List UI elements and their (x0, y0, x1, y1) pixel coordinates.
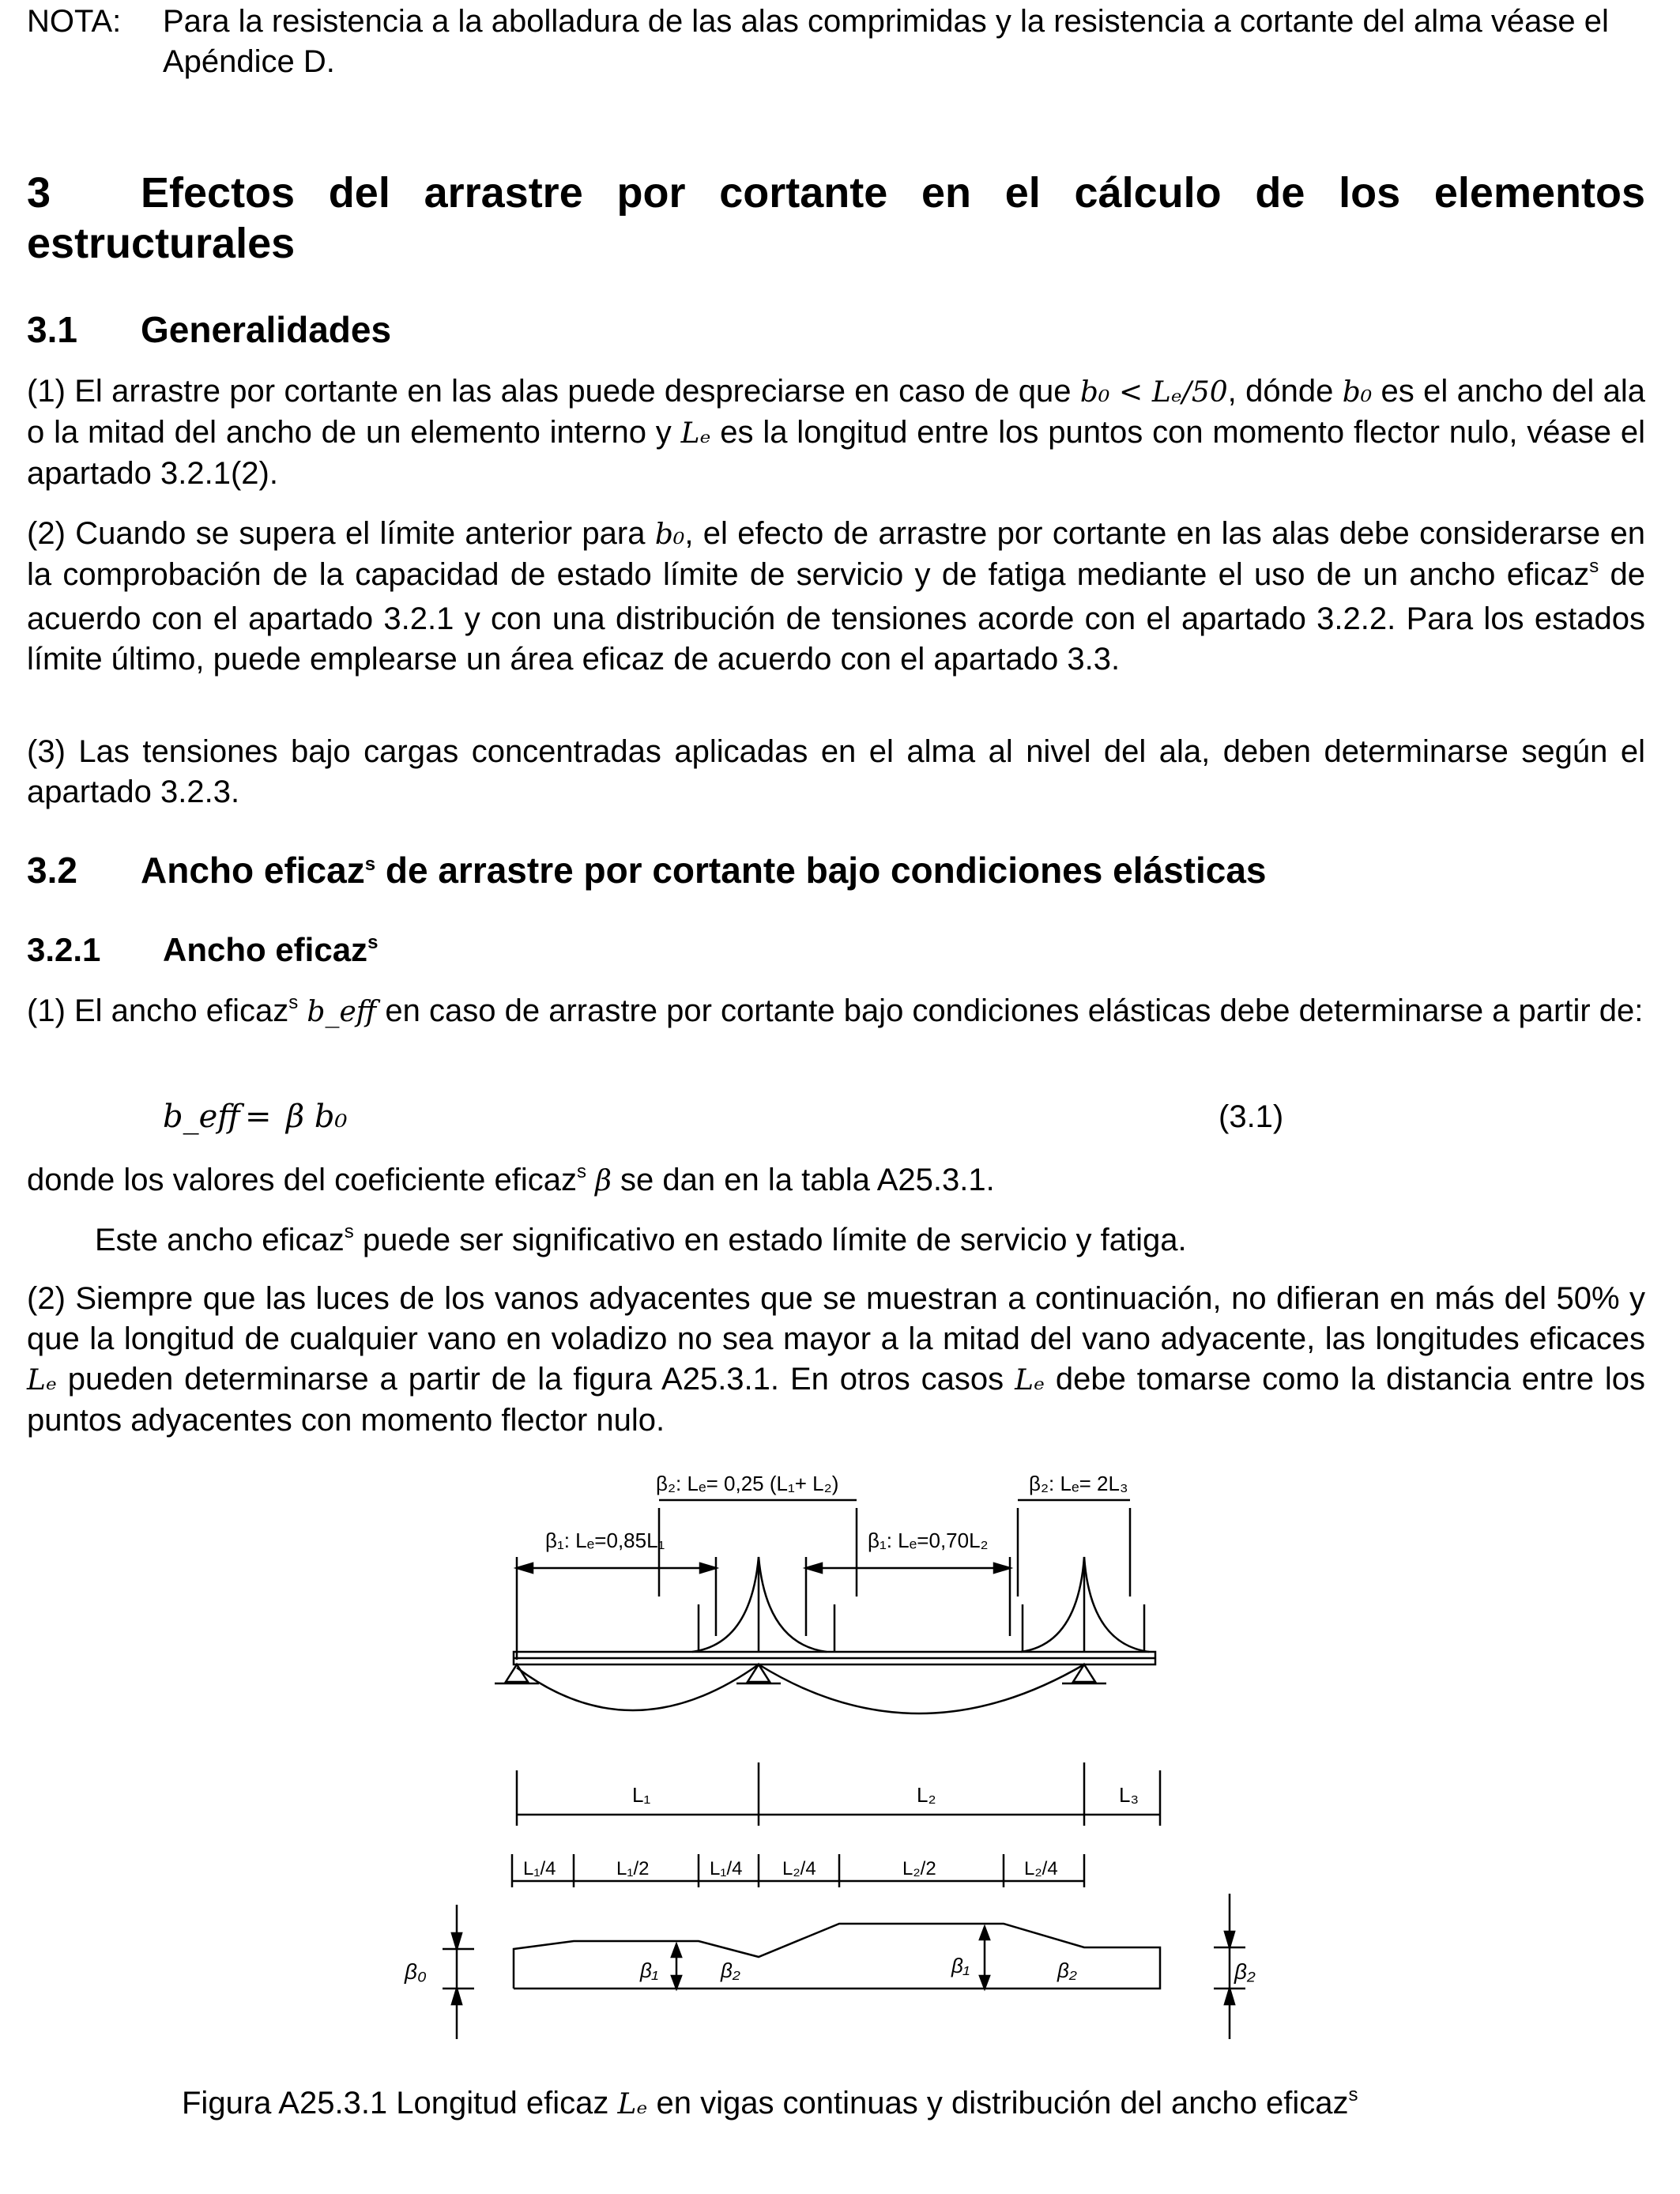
math-inline: β (595, 1165, 612, 1197)
text: , el efecto de arrastre por cortante en las alas debe considerarse en la comprobación de la capacidad de estado límite de servicio y de fatiga mediante el uso de un ancho eficaz (27, 516, 1646, 592)
label-beta1-mid: β₁: Lₑ=0,70L₂ (868, 1529, 989, 1552)
math-inline: b₀ < Lₑ/50 (1079, 376, 1228, 409)
text: (1) El arrastre por cortante en las alas puede despreciarse en caso de que (27, 374, 1080, 409)
paragraph-3-2-1-2 (27, 1279, 1645, 1441)
arrow-head (1225, 1932, 1234, 1947)
superscript: s (288, 992, 299, 1013)
label-L1: L₁ (632, 1783, 651, 1807)
label-L2: L₂ (917, 1783, 936, 1807)
text: es la longitud entre los puntos con momento flector nulo, véase el apartado 3.2.1(2). (27, 415, 1645, 491)
arrow-head (700, 1563, 716, 1573)
equation-rhs: β b₀ (286, 1099, 348, 1135)
superscript: s (576, 1161, 586, 1182)
arrow-head (806, 1563, 822, 1573)
section-number: 3 (27, 169, 51, 217)
note (27, 2, 1645, 82)
arrow-head (517, 1563, 533, 1573)
paragraph-indented (95, 1220, 1680, 1265)
figure-a25-3-1 (0, 1454, 1680, 2071)
text: de acuerdo con el apartado 3.2.1 y con una distribución de tensiones acorde con el apartado 3.2.2. Para los estados límite último, puede emplearse un área eficaz de acuerdo con el apartado 3.3. (27, 557, 1645, 677)
math-inline: b₀ (1342, 376, 1373, 409)
section-number: 3.1 (27, 309, 77, 350)
support-3 (1073, 1664, 1095, 1682)
section-title: Efectos del arrastre por cortante en el cálculo de los elementos estructurales (27, 169, 1645, 267)
math-inline: b_eff (307, 996, 377, 1028)
moment-curve-span-1 (517, 1664, 759, 1710)
label-beta1-left: β₁: Lₑ=0,85L₁ (545, 1529, 665, 1552)
math-inline: b₀ (654, 518, 685, 551)
math-inline: Lₑ (617, 2088, 648, 2120)
label-L1-4a: L₁/4 (523, 1858, 556, 1879)
text: , dónde (1227, 374, 1343, 409)
math-inline: Lₑ (27, 1364, 57, 1397)
label-beta1-b: β₁ (951, 1954, 970, 1977)
arrow-head (980, 1976, 989, 1989)
label-beta2-a: β₂ (721, 1958, 740, 1982)
superscript: s (1589, 556, 1599, 577)
label-beta2-right: β₂: Lₑ= 2L₃ (1029, 1472, 1128, 1495)
paragraph-3-1-2 (27, 514, 1645, 680)
text: donde los valores del coeficiente eficaz (27, 1163, 577, 1197)
text: Este ancho eficaz (95, 1223, 345, 1257)
label-L2-4a: L₂/4 (782, 1858, 816, 1879)
text: de arrastre por cortante bajo condiciones elásticas (375, 850, 1267, 891)
label-L1-4b: L₁/4 (710, 1858, 743, 1879)
note-text: Para la resistencia a la abolladura de las alas comprimidas y la resistencia a cortante del alma véase el Apéndice D. (163, 4, 1609, 79)
label-L2-2: L₂/2 (902, 1858, 936, 1879)
arrow-head (1225, 1989, 1234, 2004)
section-title: Generalidades (141, 309, 392, 350)
section-3-1-heading (27, 310, 1645, 350)
label-beta2-mid: β₂: Lₑ= 0,25 (L₁+ L₂) (656, 1472, 839, 1495)
support-2 (748, 1664, 770, 1682)
equation-lhs: b_eff (163, 1099, 240, 1135)
arrow-head (452, 1989, 461, 2004)
text: se dan en la tabla A25.3.1. (611, 1163, 995, 1197)
paragraph-3-2-1-1 (27, 991, 1645, 1035)
arrow-head (672, 1944, 681, 1957)
superscript: s (364, 854, 376, 875)
text: en caso de arrastre por cortante bajo condiciones elásticas debe determinarse a partir de: (376, 993, 1644, 1028)
math-inline: Lₑ (1015, 1364, 1045, 1397)
text: debe tomarse como la distancia entre los puntos adyacentes con momento flector nulo. (27, 1362, 1646, 1438)
text: Ancho eficaz (141, 850, 365, 891)
text: Figura A25.3.1 Longitud eficaz (182, 2086, 618, 2120)
text: puede ser significativo en estado límite de servicio y fatiga. (353, 1223, 1187, 1257)
label-L1-2: L₁/2 (616, 1858, 650, 1879)
text: en vigas continuas y distribución del ancho eficaz (647, 2086, 1349, 2120)
paragraph-3-1-1 (27, 371, 1645, 494)
math-inline: Lₑ (680, 417, 711, 450)
arrow-head (994, 1563, 1010, 1573)
label-beta2-end: β₂ (1234, 1959, 1256, 1984)
label-beta1-a: β₁ (640, 1958, 659, 1982)
equation-number: (3.1) (1219, 1099, 1284, 1134)
arrow-head (452, 1933, 461, 1949)
moment-curve-span-2 (759, 1664, 1084, 1713)
superscript: s (1348, 2084, 1358, 2105)
label-beta0: β₀ (405, 1959, 427, 1984)
label-beta2-b: β₂ (1057, 1958, 1077, 1982)
arrow-head (980, 1927, 989, 1940)
note-label: NOTA: (27, 4, 122, 39)
superscript: s (367, 932, 379, 953)
equation-operator: = (245, 1099, 272, 1135)
paragraph-3-1-3: (3) Las tensiones bajo cargas concentradas aplicadas en el alma al nivel del ala, deben determinarse según el apartado 3.2.3. (27, 734, 1645, 809)
section-number: 3.2 (27, 850, 77, 891)
section-3-2-1-heading (27, 929, 1645, 970)
text: es el ancho del ala o la mitad del ancho de un elemento interno y (27, 374, 1646, 450)
text: (2) Siempre que las luces de los vanos adyacentes que se muestran a continuación, no difieran en más del 50% y que la longitud de cualquier vano en voladizo no sea mayor a la mitad del vano adyacente, las longitudes eficaces (27, 1281, 1645, 1356)
section-3-2-heading (27, 850, 1645, 891)
text: (1) El ancho eficaz (27, 993, 289, 1028)
label-L3: L₃ (1119, 1783, 1139, 1807)
text: (2) Cuando se supera el límite anterior para (27, 516, 655, 551)
label-L2-4b: L₂/4 (1024, 1858, 1058, 1879)
section-3-heading (27, 168, 1645, 269)
paragraph-donde (27, 1160, 1645, 1204)
section-number: 3.2.1 (27, 931, 101, 968)
section-title (163, 929, 378, 975)
section-title (141, 850, 1267, 897)
superscript: s (344, 1221, 354, 1242)
text: pueden determinarse a partir de la figura A25.3.1. En otros casos (56, 1362, 1015, 1397)
arrow-head (672, 1976, 681, 1989)
text: Ancho eficaz (163, 931, 368, 968)
figure-caption (182, 2083, 1525, 2128)
